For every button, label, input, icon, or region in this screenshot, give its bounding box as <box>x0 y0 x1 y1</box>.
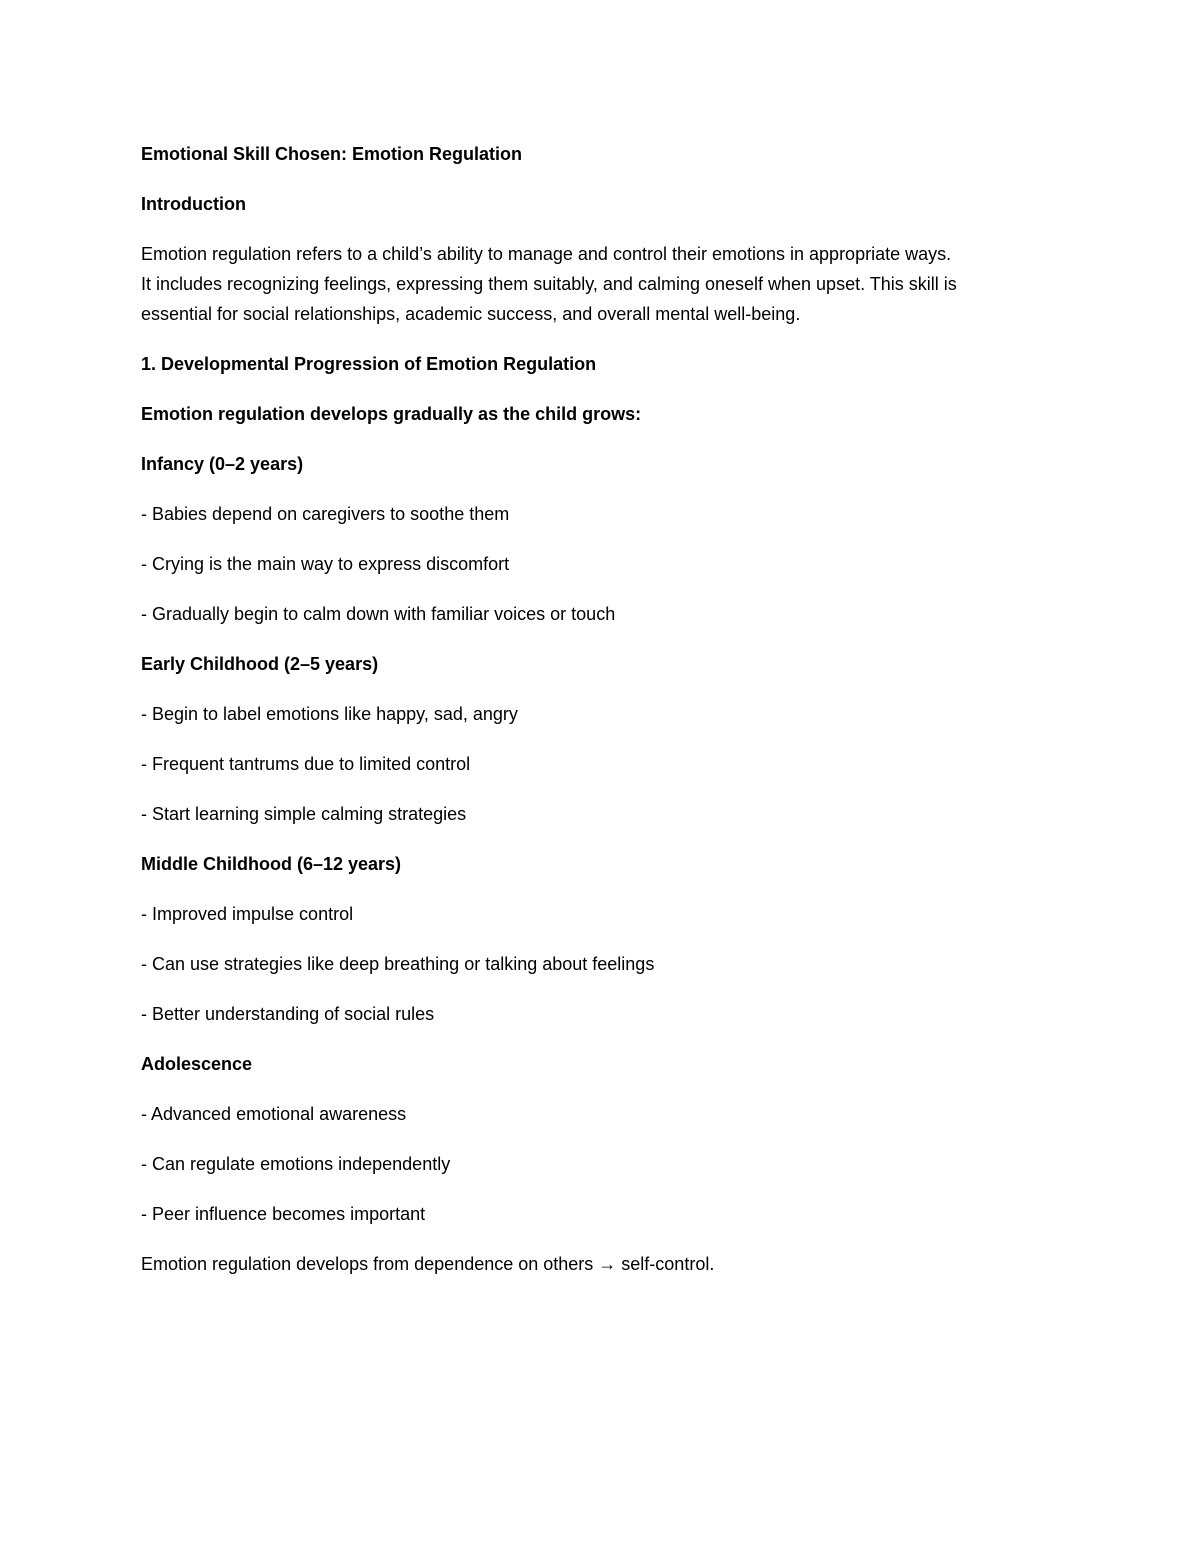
list-item: - Frequent tantrums due to limited control <box>141 754 471 774</box>
intro-line-1: Emotion regulation refers to a child’s ability to manage and control their emotions in appropriate ways. <box>141 244 952 264</box>
list-item: - Begin to label emotions like happy, sad, angry <box>141 704 518 724</box>
stage-infancy <box>141 449 1071 629</box>
list-item: - Can regulate emotions independently <box>141 1154 451 1174</box>
stage-early-childhood <box>141 649 1071 829</box>
stage-middle-childhood <box>141 849 1071 1029</box>
list-item: - Advanced emotional awareness <box>141 1104 407 1124</box>
stage-heading: Early Childhood (2–5 years) <box>141 654 379 674</box>
list-item: - Start learning simple calming strategies <box>141 804 467 824</box>
list-item: - Improved impulse control <box>141 904 354 924</box>
stage-heading: Adolescence <box>141 1054 253 1074</box>
stage-heading: Infancy (0–2 years) <box>141 454 304 474</box>
stage-adolescence <box>141 1049 1071 1229</box>
section1-heading: 1. Developmental Progression of Emotion Regulation <box>141 354 597 374</box>
list-item: - Crying is the main way to express discomfort <box>141 554 510 574</box>
stage-heading: Middle Childhood (6–12 years) <box>141 854 402 874</box>
intro-line-3: essential for social relationships, academic success, and overall mental well-being. <box>141 304 801 324</box>
list-item: - Gradually begin to calm down with familiar voices or touch <box>141 604 616 624</box>
list-item: - Babies depend on caregivers to soothe them <box>141 504 510 524</box>
intro-paragraph <box>141 239 1071 329</box>
intro-heading: Introduction <box>141 194 246 214</box>
conclusion-text: Emotion regulation develops from dependence on others → self-control. <box>141 1254 715 1274</box>
section1-lead: Emotion regulation develops gradually as the child grows: <box>141 404 642 424</box>
list-item: - Better understanding of social rules <box>141 1004 435 1024</box>
document-body <box>141 139 1071 1279</box>
list-item: - Peer influence becomes important <box>141 1204 426 1224</box>
document-title: Emotional Skill Chosen: Emotion Regulation <box>141 144 523 164</box>
intro-line-2: It includes recognizing feelings, expressing them suitably, and calming oneself when upset. This skill is <box>141 274 957 294</box>
list-item: - Can use strategies like deep breathing or talking about feelings <box>141 954 655 974</box>
